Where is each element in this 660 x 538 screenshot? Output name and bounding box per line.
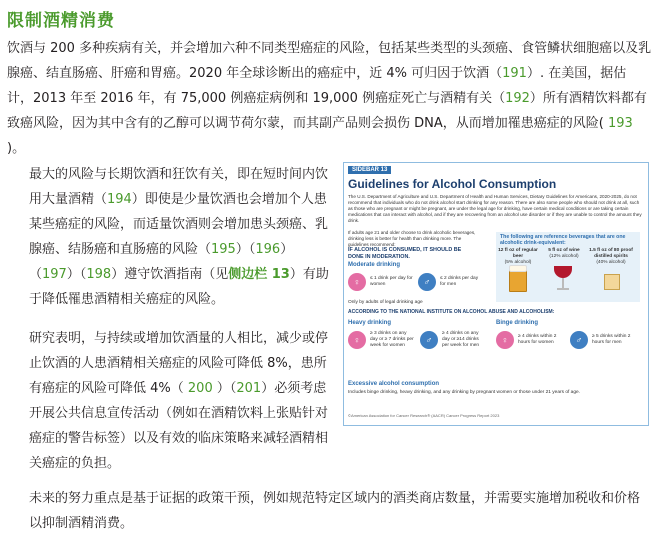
man-icon: ♂ (420, 331, 438, 349)
heavy-women: ♀ ≥ 3 drinks on any day or ≥ 7 drinks per week for women (348, 331, 414, 349)
paragraph-future: 未来的努力重点是基于证据的政策干预，例如规范特定区域内的酒类商店数量，并需要实施增加税收和价格以抑制酒精消费。 (29, 491, 641, 531)
citation-link[interactable]: 195 (211, 242, 236, 257)
sidebar-link[interactable]: 侧边栏 13 (228, 267, 290, 282)
woman-icon: ♀ (348, 273, 366, 291)
beer-mug-icon (509, 268, 527, 292)
citation-link[interactable]: 192 (505, 91, 530, 106)
section-title: 限制酒精消费 (7, 11, 115, 31)
wine-glass-base (557, 288, 569, 290)
moderate-drinking-label: Moderate drinking (348, 262, 401, 268)
niaaa-heading: ACCORDING TO THE NATIONAL INSTITUTE ON ALCOHOL ABUSE AND ALCOHOLISM: (348, 309, 555, 315)
paragraph-risk: 最大的风险与长期饮酒和狂饮有关，即在短时间内饮用大量酒精（194）即使是少量饮酒也会增加个人患某些癌症的风险，而适量饮酒则会增加患头颈癌、乳腺癌、结肠癌和直肠癌的风险（195）（196）（197）（198）遵守饮酒指南（见侧边栏 13）有助于降低罹患酒精相关癌症的风险。 (29, 167, 329, 307)
heavy-men: ♂ ≥ 4 drinks on any day or ≥14 drinks per week for men (420, 331, 486, 349)
excessive-consumption-text: Includes binge drinking, heavy drinking, and any drinking by pregnant women or those under 21 years of age. (348, 390, 580, 395)
citation-link[interactable]: 200 (183, 381, 217, 396)
citation-link[interactable]: 201 (236, 381, 262, 396)
sidebar-13-figure (343, 162, 649, 426)
citation-link[interactable]: 194 (107, 192, 132, 207)
sidebar-tag: SIDEBAR 13 (348, 166, 391, 174)
man-icon: ♂ (418, 273, 436, 291)
sidebar-adults-text: If adults age 21 and older choose to drink alcoholic beverages, drinking less is better for health than drinking more. The guidelines recommend: (348, 230, 476, 247)
beer-equivalent: 12 fl oz of regular beer (5% alcohol) (498, 248, 538, 265)
man-icon: ♂ (570, 331, 588, 349)
citation-link[interactable]: 191 (502, 66, 527, 81)
wine-glass-icon (554, 266, 572, 278)
wine-equivalent: 5 fl oz of wine (12% alcohol) (548, 248, 580, 259)
drink-equivalents-box (496, 232, 640, 302)
woman-icon: ♀ (496, 331, 514, 349)
spirits-equivalent: 1.5 fl oz of 80 proof distilled spirits (40% alcohol) (589, 248, 633, 265)
binge-men: ♂ ≥ 5 drinks within 2 hours for men (570, 331, 636, 349)
binge-women: ♀ ≥ 4 drinks within 2 hours for women (496, 331, 562, 349)
citation-link[interactable]: 196 (255, 242, 281, 257)
citation-link[interactable]: 198 (86, 267, 112, 282)
paragraph-research: 研究表明，与持续或增加饮酒量的人相比，减少或停止饮酒的人患酒精相关癌症的风险可降低 8%，患所有癌症的风险可降低 4%（ 200 ）（201）必须考虑开展公共信息宣传活动（例如在酒精饮料上张贴针对癌症的警告标签）以及有效的临床策略来减轻酒精相关癌症的负担。 (29, 331, 329, 471)
sidebar-title: Guidelines for Alcohol Consumption (348, 177, 557, 191)
citation-link[interactable]: 193 (603, 116, 633, 131)
moderate-women: ♀ ≤ 1 drink per day for women (348, 273, 414, 291)
legal-age-note: Only by adults of legal drinking age (348, 300, 423, 305)
figure-credit: ©American Association for Cancer Research® (AACR) Cancer Progress Report 2023 (348, 413, 500, 418)
spirits-glass-icon (604, 274, 620, 290)
paragraph-intro: 饮酒与 200 多种疾病有关，并会增加六种不同类型癌症的风险，包括某些类型的头颈癌、食管鳞状细胞癌以及乳腺癌、结直肠癌、肝癌和胃癌。2020 年全球诊断出的癌症中，近 4% 可归因于饮酒（191）. 在美国，据估计，2013 年至 2016 年，有 75,000 例癌症病例和 19,000 例癌症死亡与酒精有关（192）所有酒精饮料都有致癌风险，因为其中含有的乙醇可以调节荷尔蒙，而其副产品则会损伤 DNA，从而增加罹患癌症的风险( 193 )。 (7, 41, 652, 156)
heavy-drinking-label: Heavy drinking (348, 320, 392, 326)
drink-equivalents-header: The following are reference beverages that are one alcoholic drink-equivalent: (500, 234, 626, 246)
sidebar-moderation-warning: IF ALCOHOL IS CONSUMED, IT SHOULD BE DONE IN MODERATION. (348, 247, 462, 260)
wine-glass-stem (562, 278, 564, 288)
excessive-consumption-label: Excessive alcohol consumption (348, 381, 440, 387)
moderate-men: ♂ ≤ 2 drinks per day for men (418, 273, 484, 291)
citation-link[interactable]: 197 (42, 267, 67, 282)
binge-drinking-label: Binge drinking (496, 320, 538, 326)
sidebar-intro: The U.S. Department of Agriculture and U.S. Department of Health and Human Services, Dietary Guidelines for Americans, 2020-2025, do not recommend that individuals who do not drink alcohol start drinking for any reason. There are also some people who should not drink at all, such as those who are pregnant or might be pregnant, are under the legal age for drinking, have certain medical conditions or are taking certain medications that can interact with alcohol, and if they are recovering from an alcohol use disorder or if they are unable to control the amount they drink. (348, 194, 642, 223)
woman-icon: ♀ (348, 331, 366, 349)
